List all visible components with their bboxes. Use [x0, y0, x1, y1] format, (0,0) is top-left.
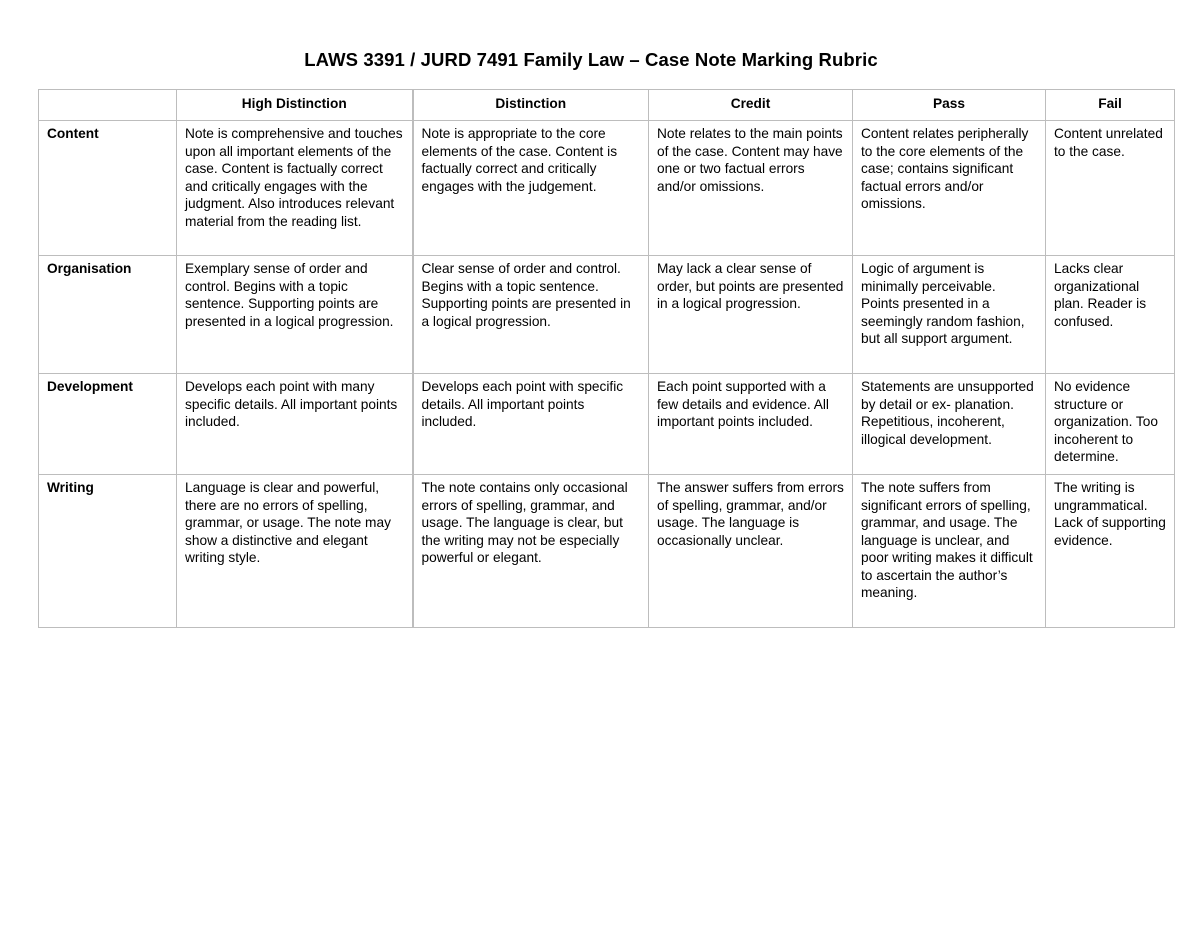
page-title: LAWS 3391 / JURD 7491 Family Law – Case Note Marking Rubric: [304, 49, 878, 70]
cell-fail: Content unrelated to the case.: [1046, 121, 1175, 256]
cell-credit: Note relates to the main points of the case. Content may have one or two factual errors and/or omissions.: [649, 121, 853, 256]
cell-pass: Logic of argument is minimally perceivable. Points presented in a seemingly random fashion, but all support argument.: [853, 256, 1046, 374]
cell-credit: The answer suffers from errors of spelling, grammar, and/or usage. The language is occasionally unclear.: [649, 475, 853, 628]
header-cell-credit: Credit: [649, 90, 853, 121]
cell-fail: Lacks clear organizational plan. Reader is confused.: [1046, 256, 1175, 374]
header-cell-pass: Pass: [853, 90, 1046, 121]
criterion-label: Organisation: [39, 256, 177, 374]
cell-high-distinction: Exemplary sense of order and control. Begins with a topic sentence. Supporting points are presented in a logical progression.: [177, 256, 413, 374]
cell-pass: The note suffers from significant errors of spelling, grammar, and usage. The language is unclear, and poor writing makes it difficult to ascertain the author’s meaning.: [853, 475, 1046, 628]
cell-fail: No evidence structure or organization. Too incoherent to determine.: [1046, 374, 1175, 475]
rubric-row-content: [39, 121, 1175, 256]
cell-credit: May lack a clear sense of order, but points are presented in a logical progression.: [649, 256, 853, 374]
header-cell-fail: Fail: [1046, 90, 1175, 121]
header-row: [39, 90, 1175, 121]
header-cell-criterion: [39, 90, 177, 121]
cell-distinction: Develops each point with specific details. All important points included.: [413, 374, 649, 475]
cell-pass: Statements are unsupported by detail or ex- planation. Repetitious, incoherent, illogical development.: [853, 374, 1046, 475]
cell-high-distinction: Develops each point with many specific details. All important points included.: [177, 374, 413, 475]
criterion-label: Writing: [39, 475, 177, 628]
criterion-label: Development: [39, 374, 177, 475]
cell-distinction: The note contains only occasional errors of spelling, grammar, and usage. The language is clear, but the writing may not be especially powerful or elegant.: [413, 475, 649, 628]
cell-high-distinction: Language is clear and powerful, there are no errors of spelling, grammar, or usage. The note may show a distinctive and elegant writing style.: [177, 475, 413, 628]
cell-distinction: Note is appropriate to the core elements of the case. Content is factually correct and critically engages with the judgement.: [413, 121, 649, 256]
rubric-row-development: [39, 374, 1175, 475]
cell-high-distinction: Note is comprehensive and touches upon all important elements of the case. Content is factually correct and critically engages with the judgment. Also introduces relevant material from the reading list.: [177, 121, 413, 256]
cell-fail: The writing is ungrammatical. Lack of supporting evidence.: [1046, 475, 1175, 628]
rubric-row-organisation: [39, 256, 1175, 374]
rubric-table: [38, 89, 1175, 628]
criterion-label: Content: [39, 121, 177, 256]
cell-credit: Each point supported with a few details and evidence. All important points included.: [649, 374, 853, 475]
cell-distinction: Clear sense of order and control. Begins with a topic sentence. Supporting points are presented in a logical progression.: [413, 256, 649, 374]
rubric-row-writing: [39, 475, 1175, 628]
header-cell-high-distinction: High Distinction: [177, 90, 413, 121]
cell-pass: Content relates peripherally to the core elements of the case; contains significant factual errors and/or omissions.: [853, 121, 1046, 256]
header-cell-distinction: Distinction: [413, 90, 649, 121]
